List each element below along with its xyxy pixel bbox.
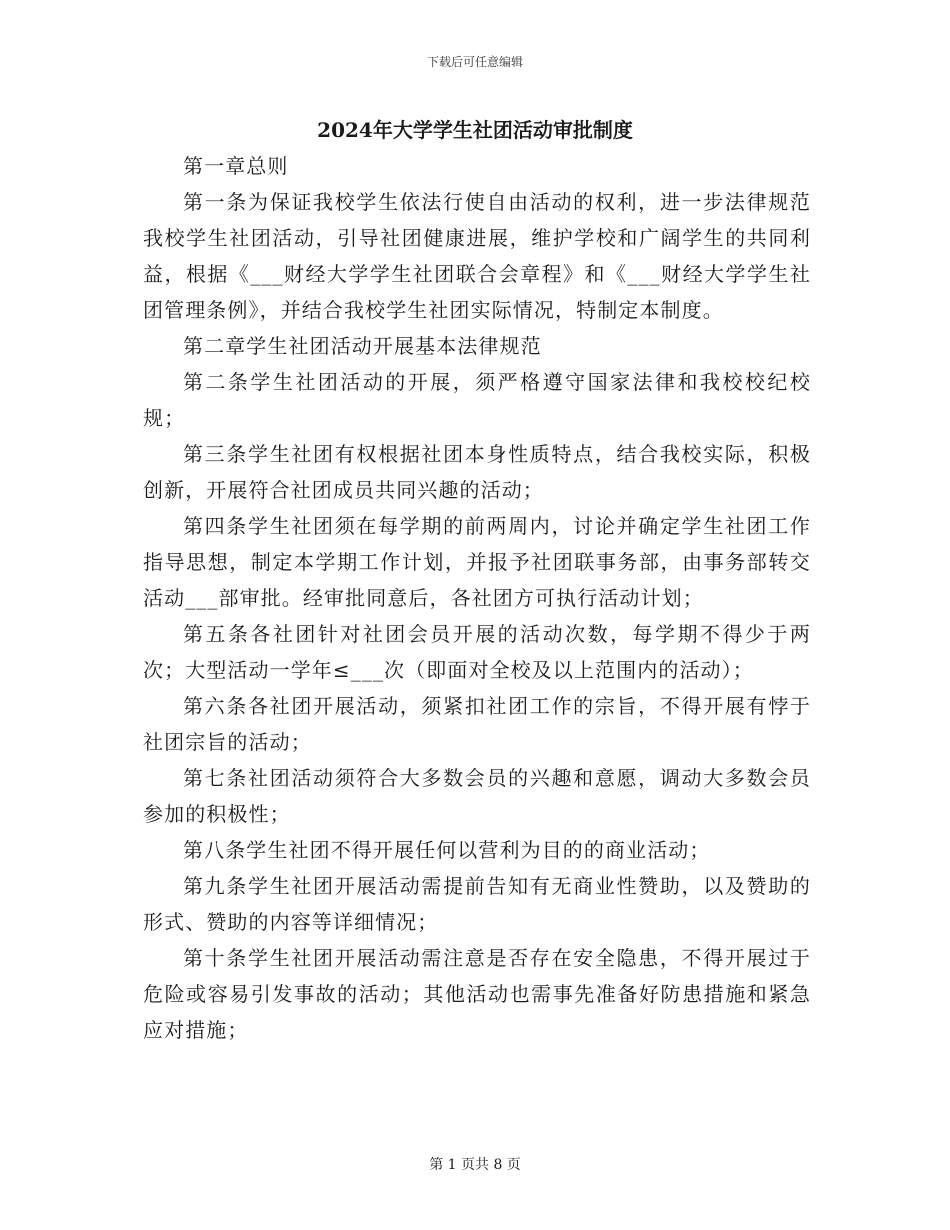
article-5: 第五条各社团针对社团会员开展的活动次数，每学期不得少于两次；大型活动一学年≤___次（即面对全校及以上范围内的活动）； bbox=[143, 622, 811, 682]
article-7: 第七条社团活动须符合大多数会员的兴趣和意愿，调动大多数会员参加的积极性； bbox=[143, 766, 811, 826]
article-6: 第六条各社团开展活动，须紧扣社团工作的宗旨，不得开展有悖于社团宗旨的活动； bbox=[143, 694, 811, 754]
article-1: 第一条为保证我校学生依法行使自由活动的权利，进一步法律规范我校学生社团活动，引导社团健康进展，维护学校和广阔学生的共同利益，根据《___财经大学学生社团联合会章程》和《___财经大学学生社团管理条例》，并结合我校学生社团实际情况，特制定本制度。 bbox=[143, 190, 811, 322]
article-4: 第四条学生社团须在每学期的前两周内，讨论并确定学生社团工作指导思想，制定本学期工作计划，并报予社团联事务部，由事务部转交活动___部审批。经审批同意后，各社团方可执行活动计划； bbox=[143, 514, 811, 610]
article-8: 第八条学生社团不得开展任何以营利为目的的商业活动； bbox=[183, 838, 711, 862]
page-footer: 第 1 页共 8 页 bbox=[429, 1157, 521, 1173]
article-10: 第十条学生社团开展活动需注意是否存在安全隐患，不得开展过于危险或容易引发事故的活动；其他活动也需事先准备好防患措施和紧急应对措施； bbox=[143, 946, 811, 1042]
article-2: 第二条学生社团活动的开展，须严格遵守国家法律和我校校纪校规； bbox=[143, 370, 811, 430]
document-title: 2024年大学学生社团活动审批制度 bbox=[317, 118, 633, 142]
document-body bbox=[143, 148, 811, 1048]
header-note: 下载后可任意编辑 bbox=[426, 55, 523, 69]
chapter-heading-1: 第一章总则 bbox=[183, 154, 289, 178]
chapter-heading-2: 第二章学生社团活动开展基本法律规范 bbox=[183, 334, 542, 358]
article-3: 第三条学生社团有权根据社团本身性质特点，结合我校实际，积极创新，开展符合社团成员共同兴趣的活动； bbox=[143, 442, 811, 502]
article-9: 第九条学生社团开展活动需提前告知有无商业性赞助，以及赞助的形式、赞助的内容等详细情况； bbox=[143, 874, 811, 934]
